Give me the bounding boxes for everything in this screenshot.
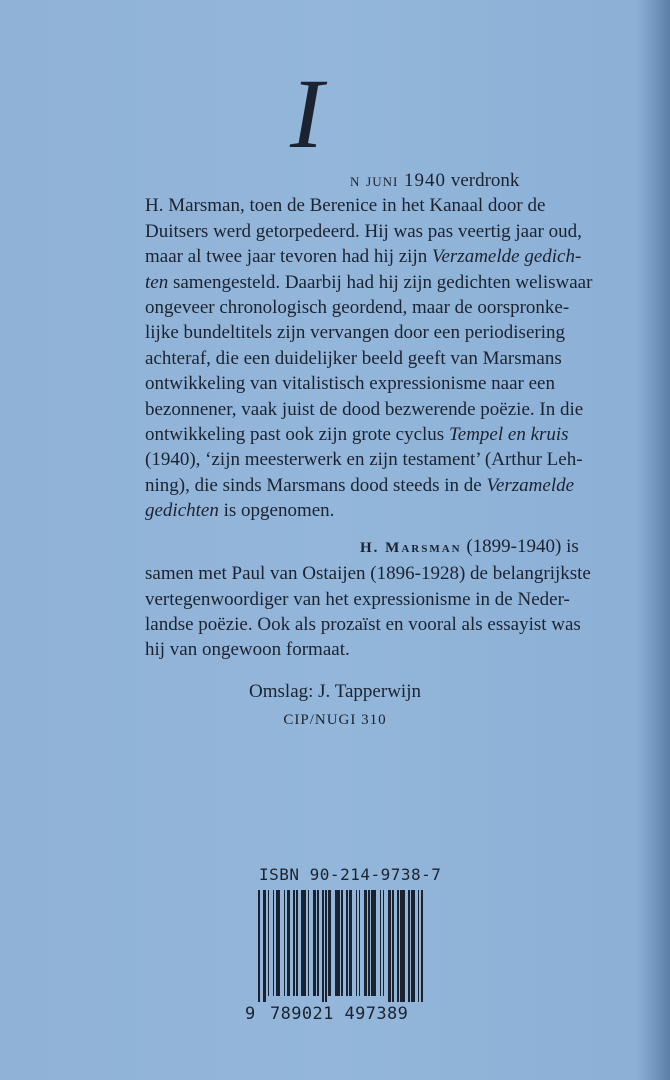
text-segment: achteraf, die een duidelijker beeld geeft van Marsmans xyxy=(145,347,562,369)
text-segment: bezonnener, vaak juist de dood bezwerende poëzie. In die xyxy=(145,398,584,420)
text-segment: ning), die sinds Marsmans dood steeds in de xyxy=(145,474,487,496)
barcode-lead-digit: 9 xyxy=(245,1004,256,1024)
text-segment: samengesteld. Daarbij had hij zijn gedichten weliswaar xyxy=(168,271,593,293)
text-line xyxy=(145,637,595,662)
text-line xyxy=(145,270,595,295)
barcode-bar xyxy=(408,890,410,1002)
barcode-bar xyxy=(400,890,405,1002)
text-line xyxy=(145,534,595,561)
barcode-bar xyxy=(276,890,281,996)
text-line xyxy=(145,498,595,523)
drop-cap: I xyxy=(290,58,324,169)
barcode-bar xyxy=(325,890,327,1002)
barcode-bar xyxy=(364,890,367,996)
text-line xyxy=(145,320,595,345)
text-segment: ontwikkeling past ook zijn grote cyclus xyxy=(145,424,449,446)
text-line xyxy=(145,346,595,371)
text-line xyxy=(145,397,595,422)
text-segment: n juni 1940 xyxy=(350,170,447,191)
barcode-bar xyxy=(263,890,266,1002)
barcode-bar xyxy=(397,890,399,1002)
text-segment: hij van ongewoon formaat. xyxy=(145,639,350,661)
cip-code: CIP/NUGI 310 xyxy=(283,712,387,728)
text-segment: is opgenomen. xyxy=(218,500,335,522)
text-segment: vertegenwoordiger van het expressionisme in de Neder- xyxy=(145,588,570,610)
barcode-bar xyxy=(341,890,343,996)
text-segment: ontwikkeling van vitalistisch expressionisme naar een xyxy=(145,373,555,395)
isbn-label: ISBN 90-214-9738-7 xyxy=(259,865,442,884)
barcode-bar xyxy=(371,890,376,996)
barcode-bar xyxy=(268,890,270,996)
text-line xyxy=(145,473,595,498)
text-segment: samen met Paul van Ostaijen (1896-1928) de belangrijkste xyxy=(145,563,591,585)
text-segment: landse poëzie. Ook als prozaïst en vooral als essayist was xyxy=(145,613,581,635)
text-line xyxy=(145,193,595,218)
text-segment: Tempel en kruis xyxy=(448,424,569,446)
text-segment: (1899-1940) is xyxy=(461,535,579,557)
text-line xyxy=(145,371,595,396)
barcode-bar xyxy=(388,890,391,1002)
text-line xyxy=(145,612,595,637)
barcode-bar xyxy=(301,890,306,996)
text-segment: ten xyxy=(145,271,169,293)
barcode-bar xyxy=(293,890,295,996)
text-line xyxy=(145,219,595,244)
barcode-bar xyxy=(273,890,275,996)
barcode-bar xyxy=(356,890,358,996)
text-segment: gedichten xyxy=(145,500,219,522)
barcode-bar xyxy=(258,890,260,1002)
barcode-bar xyxy=(322,890,324,1002)
barcode-bar xyxy=(349,890,352,996)
text-line xyxy=(145,244,595,269)
cover-credit: Omslag: J. Tapperwijn xyxy=(249,681,421,702)
text-segment: H. Marsman, toen de Berenice in het Kanaal door de xyxy=(145,195,546,217)
barcode-bar xyxy=(346,890,348,996)
barcode-bar xyxy=(317,890,319,996)
barcode-bar xyxy=(335,890,340,996)
text-line xyxy=(145,168,595,193)
text-segment: verdronk xyxy=(446,170,520,191)
text-segment: maar al twee jaar tevoren had hij zijn xyxy=(145,246,432,268)
barcode-bar xyxy=(313,890,316,996)
text-segment: Verzamelde gedich- xyxy=(431,246,582,268)
text-line xyxy=(145,295,595,320)
blurb-text xyxy=(145,168,595,663)
text-line xyxy=(145,422,595,447)
text-line xyxy=(145,561,595,586)
text-segment: (1940), ‘zijn meesterwerk en zijn testament’ (Arthur Leh- xyxy=(145,449,583,471)
paragraph-author-bio xyxy=(145,534,595,663)
text-segment: Duitsers werd getorpedeerd. Hij was pas veertig jaar oud, xyxy=(145,220,582,242)
text-segment: H. Marsman xyxy=(360,539,462,556)
barcode-bar xyxy=(392,890,394,1002)
text-line xyxy=(145,587,595,612)
barcode-bar xyxy=(380,890,382,996)
text-segment: lijke bundeltitels zijn vervangen door een periodisering xyxy=(145,322,565,344)
text-segment: ongeveer chronologisch geordend, maar de oorspronke- xyxy=(145,297,570,319)
barcode-bar xyxy=(287,890,290,996)
text-line xyxy=(145,447,595,472)
barcode-bar xyxy=(418,890,420,1002)
barcode-bar xyxy=(359,890,361,996)
paragraph-intro xyxy=(145,168,595,524)
barcode-bar xyxy=(368,890,370,996)
barcode-bar xyxy=(308,890,310,996)
text-segment: Verzamelde xyxy=(486,474,575,496)
barcode-bar xyxy=(296,890,298,996)
barcode-bar xyxy=(284,890,286,996)
barcode-bar xyxy=(421,890,423,1002)
barcode-bar xyxy=(328,890,331,996)
barcode-number: 789021 497389 xyxy=(270,1004,409,1024)
barcode-bar xyxy=(411,890,414,1002)
barcode xyxy=(258,890,392,1002)
barcode-bar xyxy=(383,890,385,996)
